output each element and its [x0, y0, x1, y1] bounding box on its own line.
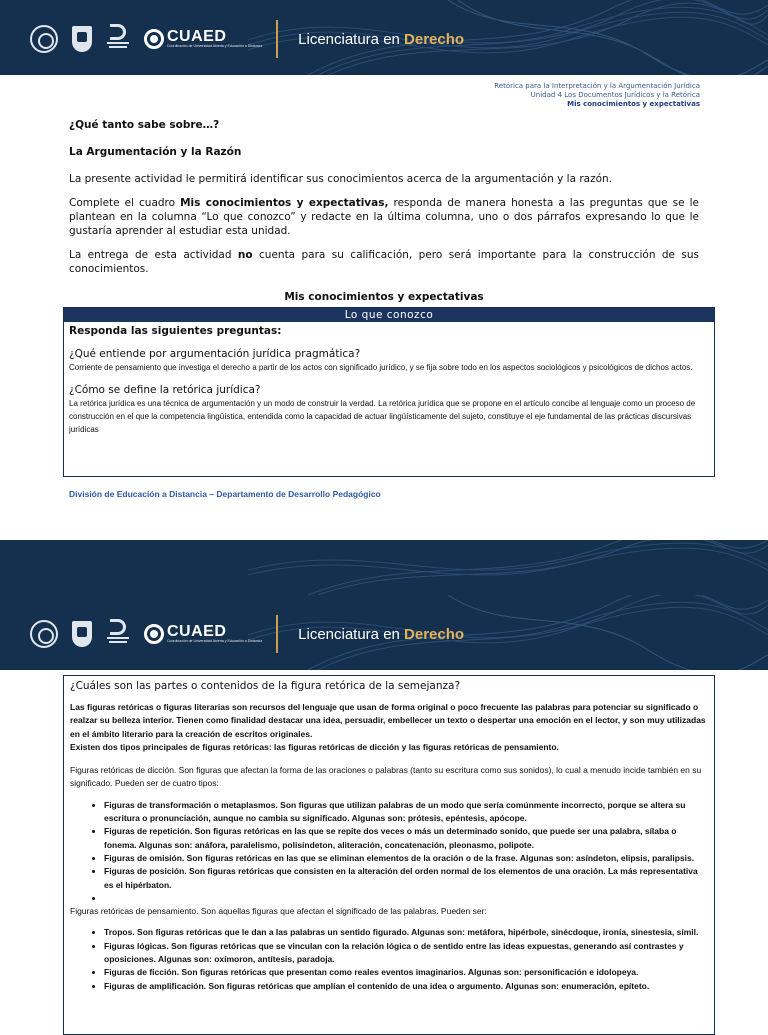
list-item: • Figuras de transformación o metaplasmos. Son figuras que utilizan palabras de un modo que sería comúnmente incorrecto, porque se altera su escritura o pronunciación, aunque no cambia su significado. Algunas son: prótesis, epéntesis, apócope. [104, 799, 708, 826]
subject-course: Retórica para la Interpretación y la Argumentación Jurídica [494, 82, 700, 90]
cuaed-logo-icon [144, 624, 164, 644]
pensamiento-paragraph: Figuras retóricas de pensamiento. Son aquellas figuras que afectan el significado de las palabras. Pueden ser: [70, 906, 487, 917]
list-item: • Figuras de omisión. Son figuras retóricas en las que se eliminan elementos de la oración o de la frase. Algunas son: asíndeton, elipsis, paralipsis. [104, 852, 708, 865]
list-item-empty [104, 892, 708, 905]
table-caption: Mis conocimientos y expectativas [284, 291, 484, 303]
cuaed-subtitle: Coordinación de Universidad Abierta y Educación a Distancia [167, 639, 263, 643]
lo-que-conozco-table [63, 307, 715, 477]
intro-paragraph-1: La presente actividad le permitirá identificar sus conocimientos acerca de la argumentación y la razón. [69, 173, 613, 185]
instruction: Responda las siguientes preguntas: [69, 325, 282, 337]
figures-types: Existen dos tipos principales de figuras retóricas: las figuras retóricas de dicción y las figuras retóricas de pensamiento. [70, 741, 559, 752]
list-item: • Figuras de posición. Son figuras retóricas que consisten en la alteración del orden normal de los elementos de una oración. La más representativa es el hipérbaton. [104, 865, 708, 892]
program-title: Licenciatura en Derecho [298, 30, 465, 48]
intro-topic: La Argumentación y la Razón [69, 146, 242, 158]
list-item: • Figuras de repetición. Son figuras retóricas en las que se repite dos veces o más un determinado sonido, que puede ser una palabra, sílaba o fonema. Algunas son: anáfora, paralelismo, polisíndeton, aliteración, concatenación, pleonasmo, polipote. [104, 825, 708, 852]
dea-logo-icon [106, 619, 130, 649]
list-item: • Figuras de amplificación. Son figuras retóricas que amplían el contenido de una idea o argumento. Algunas son: enumeración, epíteto. [104, 980, 708, 993]
answer-1: Corriente de pensamiento que investiga el derecho a partir de los actos con significado jurídico, y se fija sobre todo en los aspectos sociológicos y psicológicos de dichos actos. [69, 363, 693, 372]
cuaed-logo: CUAED Coordinación de Universidad Abierta y Educación a Distancia [144, 29, 262, 49]
figures-intro: Las figuras retóricas o figuras literarias son recursos del lenguaje que usan de forma original o poco frecuente las palabras para potenciar su significado o realzar su belleza interior. Tienen como finalidad destacar una idea, persuadir, embellecer un texto o despertar una emoción en el lector, y son muy utilizadas en el ámbito literario para la creación de escritos originales. [70, 702, 706, 739]
header-banner-2 [0, 595, 768, 670]
diccion-paragraph: Figuras retóricas de dicción. Son figuras que afectan la forma de las oraciones o palabras (tanto su escritura como sus sonidos), lo cual a menudo incide también en su significado. Pueden ser de cuatro tipos: [70, 765, 702, 789]
unam-seal-icon [30, 620, 58, 648]
cuaed-logo: CUAED Coordinación de Universidad Abierta y Educación a Distancia [144, 624, 262, 644]
header-divider [276, 615, 278, 653]
page-break-banner [0, 540, 768, 595]
fes-shield-icon [72, 26, 92, 52]
intro-paragraph-2: Complete el cuadro Mis conocimientos y expectativas, responda de manera honesta a las preguntas que se le plantean en la columna “Lo que conozco” y redacte en la última columna, uno o dos párrafos expresando lo que le gustaría aprender al estudiar esta unidad. [69, 197, 699, 237]
pensamiento-list [70, 926, 708, 992]
fes-shield-icon [72, 621, 92, 647]
answer-box-2 [63, 675, 715, 1035]
subject-unit: Unidad 4 Los Documentos Jurídicos y la Retórica [530, 91, 700, 99]
answer-2: La retórica jurídica es una técnica de argumentación y un modo de construir la verdad. La retórica jurídica que se propone en el artículo concibe al lenguaje como un proceso de construcción en el que la competencia lingüística, entendida como la capacidad de actuar lingüísticamente del sujeto, constituye el eje fundamental de las prácticas discursivas jurídicas [69, 399, 696, 434]
unam-seal-icon [30, 25, 58, 53]
header-banner [0, 0, 768, 75]
list-item: • Tropos. Son figuras retóricas que le dan a las palabras un sentido figurado. Algunas son: metáfora, hipérbole, sinécdoque, ironía, sinestesia, símil. [104, 926, 708, 939]
subject-activity: Mis conocimientos y expectativas [567, 100, 700, 108]
dea-logo-icon [106, 24, 130, 54]
cuaed-subtitle: Coordinación de Universidad Abierta y Educación a Distancia [167, 44, 263, 48]
intro-section [69, 118, 699, 304]
cuaed-logo-icon [144, 29, 164, 49]
question-3: ¿Cuáles son las partes o contenidos de la figura retórica de la semejanza? [70, 680, 461, 692]
list-item: • Figuras de ficción. Son figuras retóricas que presentan como reales eventos imaginarios. Algunas son: personificación e idolopeya. [104, 966, 708, 979]
intro-paragraph-3: La entrega de esta actividad no cuenta para su calificación, pero será importante para la construcción de sus conocimientos. [69, 249, 700, 275]
question-2: ¿Cómo se define la retórica jurídica? [69, 384, 261, 396]
page-footer: División de Educación a Distancia – Departamento de Desarrollo Pedagógico [69, 489, 381, 499]
question-1: ¿Qué entiende por argumentación jurídica pragmática? [69, 348, 361, 360]
wave-pattern [248, 540, 768, 595]
program-title: Licenciatura en Derecho [298, 625, 465, 643]
subject-header [494, 82, 700, 109]
header-divider [276, 20, 278, 58]
diccion-list [70, 799, 708, 905]
list-item: • Figuras lógicas. Son figuras retóricas que se vinculan con la relación lógica o de sentido entre las ideas expuestas, generando así contrastes y oposiciones. Algunas son: oxímoron, antítesis, paradoja. [104, 940, 708, 967]
table-header: Lo que conozco [64, 308, 714, 322]
intro-question: ¿Qué tanto sabe sobre…? [69, 119, 220, 131]
